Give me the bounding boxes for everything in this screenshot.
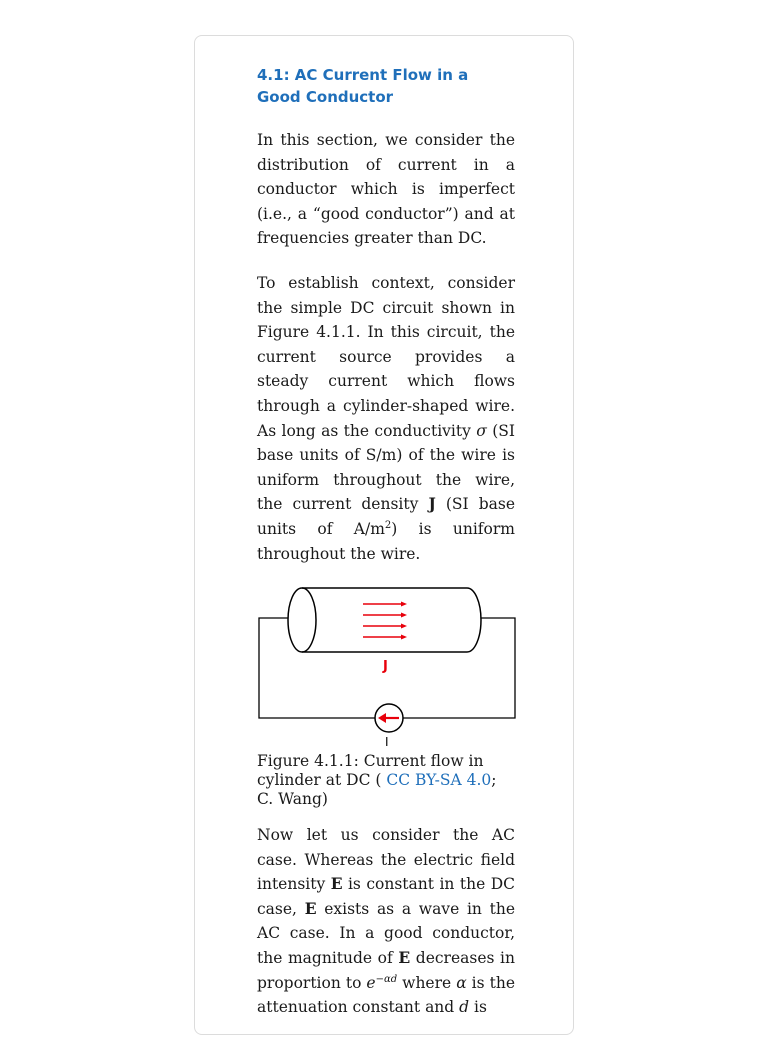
d-symbol: d (459, 998, 470, 1017)
cylinder-body (302, 588, 481, 652)
J-symbol: J (428, 494, 436, 514)
sigma-symbol: σ (476, 421, 487, 440)
license-link[interactable]: CC BY-SA 4.0 (381, 771, 492, 790)
figure-4-1-1 (257, 586, 515, 746)
wire-left (259, 618, 375, 718)
E-symbol: E (330, 874, 343, 894)
figure-caption: Figure 4.1.1: Current flow in cylinder at DC ( CC BY-SA 4.0; C. Wang) (257, 752, 497, 809)
E-symbol: E (304, 898, 317, 918)
page-title: 4.1: AC Current Flow in a Good Conductor (257, 66, 469, 106)
current-density-arrows (363, 602, 407, 640)
label-I: I (385, 735, 389, 747)
E-symbol: E (398, 948, 411, 968)
exp-base: e (366, 973, 376, 992)
content-card (194, 35, 574, 1035)
circuit-diagram (257, 586, 519, 746)
paragraph-ac-case: Now let us consider the AC case. Whereas the electric field intensity E is constant in the DC case, E exists as a wave in the AC case. In a good conductor, the magnitude of E decreases in proportion to $e^{-\alpha d}$ where α is the attenuation constant and d is (257, 826, 515, 1017)
paragraph-context: To establish context, consider the simple DC circuit shown in Figure 4.1.1. In this circuit, the current source provides a steady current which flows through a cylinder-shaped wire. As long as the conductivity σ (SI base units of S/m) of the wire is uniform throughout the wire, the current density J (SI base units of $A/m^2$) is uniform throughout the wire. (257, 273, 516, 563)
alpha-symbol: α (456, 973, 467, 992)
paragraph-intro: In this section, we consider the distribution of current in a conductor which is imperfect (i.e., a “good conductor”) and at frequencies greater than DC. (257, 131, 515, 248)
article-content (257, 64, 515, 1040)
label-J: J (383, 659, 388, 675)
wire-right (403, 618, 515, 718)
cylinder-end-ellipse (288, 588, 316, 652)
exponent: −αd (375, 973, 398, 985)
